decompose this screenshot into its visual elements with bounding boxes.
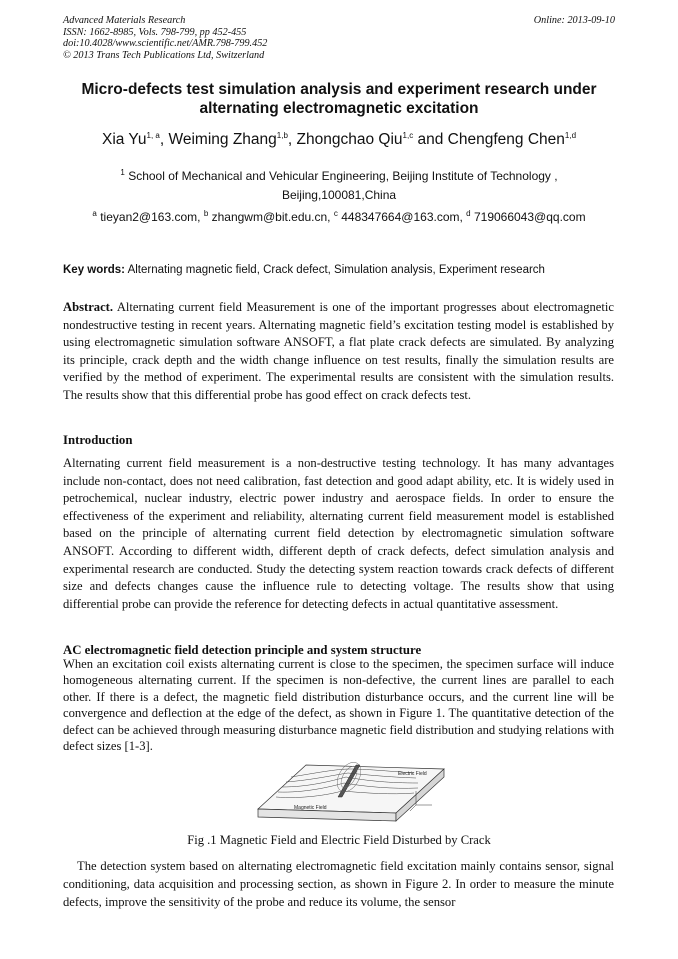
author-sup: 1,d [564, 130, 577, 140]
issn-line: ISSN: 1662-8985, Vols. 798-799, pp 452-455 [63, 26, 247, 38]
email-link[interactable]: 719066043@qq.com [473, 210, 586, 224]
email-link[interactable]: 448347664@163.com, [341, 210, 463, 224]
author-name: Weiming Zhang [168, 131, 277, 148]
journal-name: Advanced Materials Research [63, 15, 186, 26]
author-name: Chengfeng Chen [447, 131, 565, 148]
author-separator: , [287, 131, 297, 148]
section-paragraph: When an excitation coil exists alternating current is close to the specimen, the specimen surface will induce homogeneous alternating current. If the specimen is non-defective, the current lines are parallel to each other. If there is a defect, the magnetic field distribution disturbance occurs, and the current line will be convergence and deflection at the edge of the defect, as shown in Figure 1. The quantitative detection of the defect can be achieved through measuring disturbance magnetic field distribution and studying relations with defect sizes [1-3]. [63, 657, 614, 754]
online-date: Online: 2013-09-10 [533, 15, 615, 26]
affiliation-sup: 1 [120, 168, 125, 177]
author-sup: 1, a [146, 130, 160, 140]
author-name: Xia Yu [101, 131, 147, 148]
email-sup: a [92, 209, 97, 218]
figure-crack-fields [246, 747, 446, 825]
abstract-label: Abstract. [63, 300, 114, 314]
doi-link[interactable]: doi:10.4028/www.scientific.net/AMR.798-799.452 [63, 38, 268, 50]
keywords-label: Key words: [63, 264, 125, 276]
author-and: and [413, 131, 448, 148]
journal-metadata [63, 15, 267, 61]
body-paragraph: The detection system based on alternating electromagnetic field excitation mainly contains sensor, signal conditioning, data acquisition and processing section, as shown in Figure 2. In order to measure the minute defects, improve the sensitivity of the probe and reduce its volume, the sensor [63, 859, 614, 910]
section-heading: AC electromagnetic field detection principle and system structure [63, 643, 422, 657]
affiliation-line-2: Beijing,100081,China [281, 187, 397, 202]
keywords [63, 262, 623, 278]
email-list [40, 208, 638, 226]
abstract [63, 299, 614, 405]
keywords-text: Alternating magnetic field, Crack defect, Simulation analysis, Experiment research [127, 264, 545, 276]
email-link[interactable]: tieyan2@163.com, [100, 210, 201, 224]
title-line-1: Micro-defects test simulation analysis and experiment research under [81, 81, 597, 98]
copyright-line: © 2013 Trans Tech Publications Ltd, Switzerland [63, 49, 265, 61]
email-sup: d [466, 209, 471, 218]
email-sup: c [333, 209, 338, 218]
affiliation [40, 167, 638, 204]
introduction-paragraph: Alternating current field measurement is a non-destructive testing technology. It has many advantages include non-contact, does not need calibration, fast detection and good adapt ability, etc. It is widely used in petrochemical, nuclear industry, electric power industry and aerospace fields. In order to ensure the effectiveness of the experiment and reliability, alternating current field measurement model is established based on the principle of alternating current field detection by electromagnetic simulation software ANSOFT. According to different width, different depth of crack defects, defect simulation analysis and experimental research are conducted. Study the detecting system reaction towards crack defects of different size and defects changes cause the influence rule to detecting voltage. The results show that using differential probe can provide the reference for detecting defects in actual quantitative assessment. [63, 456, 614, 611]
author-name: Zhongchao Qiu [296, 131, 403, 148]
author-separator: , [159, 131, 169, 148]
title-line-2: alternating electromagnetic excitation [199, 100, 479, 117]
author-list [40, 130, 638, 150]
paper-title [40, 80, 638, 118]
email-sup: b [203, 209, 209, 218]
author-sup: 1,c [402, 130, 414, 140]
author-sup: 1,b [276, 130, 288, 140]
figure-caption: Fig .1 Magnetic Field and Electric Field Disturbed by Crack [187, 833, 491, 847]
introduction-heading: Introduction [63, 433, 133, 447]
label-electric-field: Electric Field [398, 771, 427, 777]
abstract-text: Alternating current field Measurement is one of the important progresses about electromagnetic nondestructive testing in recent years. Alternating magnetic field’s excitation testing model is established by using electromagnetic simulation software ANSOFT, a flat plate crack defects are simulated. By analyzing its principle, crack depth and the width change influence on test results, finally the simulation results are verified by the method of experiment. The experimental results are consistent with the simulation results. The results show that this differential probe has good effect on crack defects test. [63, 300, 614, 402]
affiliation-line-1: School of Mechanical and Vehicular Engineering, Beijing Institute of Technology , [128, 169, 558, 183]
email-link[interactable]: zhangwm@bit.edu.cn, [211, 210, 331, 224]
label-magnetic-field: Magnetic Field [294, 805, 327, 811]
